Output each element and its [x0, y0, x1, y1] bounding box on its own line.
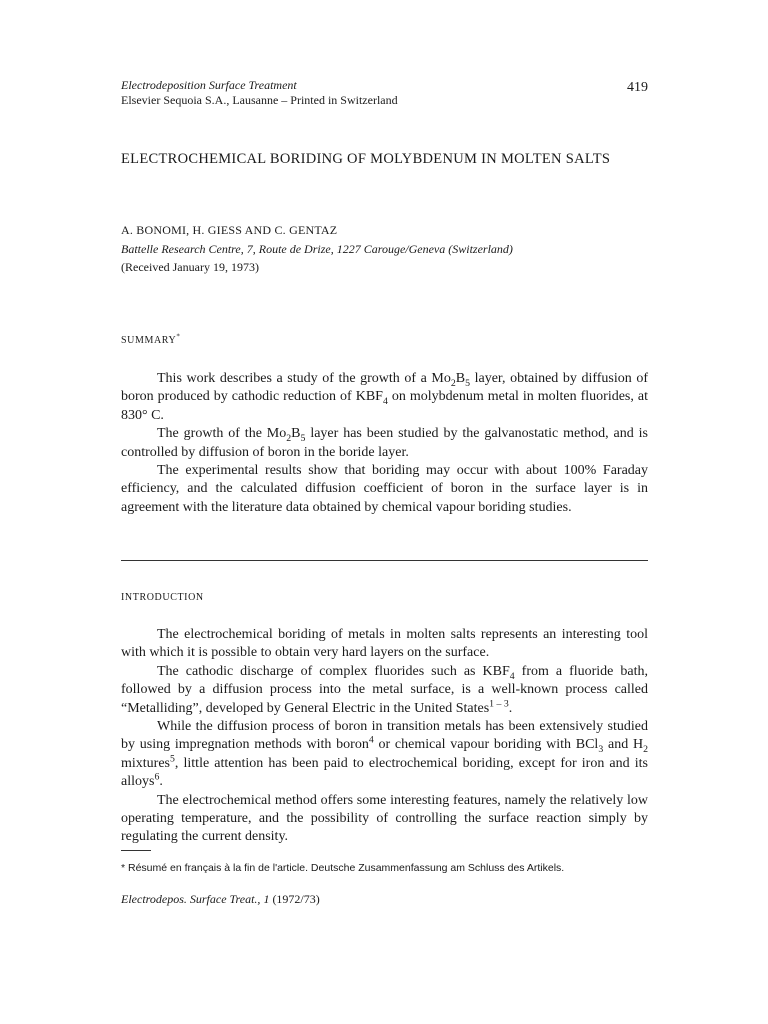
summary-heading: SUMMARY*: [121, 332, 181, 346]
footnote: * Résumé en français à la fin de l'article. Deutsche Zusammenfassung am Schluss des Artikels.: [121, 862, 565, 874]
journal-name: Electrodeposition Surface Treatment: [121, 78, 297, 92]
author-list: A. BONOMI, H. GIESS AND C. GENTAZ: [121, 223, 338, 237]
introduction-heading: INTRODUCTION: [121, 592, 204, 603]
publisher-line: Elsevier Sequoia S.A., Lausanne – Printed in Switzerland: [121, 93, 398, 107]
summary-body: [121, 370, 648, 517]
section-divider: [121, 560, 648, 561]
intro-paragraph-2: The cathodic discharge of complex fluorides such as $KBF_4$ from a fluoride bath, followed by a diffusion process into the metal surface, is a well-known process called “Metalliding”, developed by General Electric in the United States$^{1 - 3}$.: [121, 663, 648, 716]
introduction-body: [121, 626, 648, 847]
intro-paragraph-3: While the diffusion process of boron in transition metals has been extensively studied by using impregnation methods with boron$^4$ or chemical vapour boriding with BCl$_3$ and $H_2$ mixtures$^5$, little attention has been paid to electrochemical boriding, except for iron and its alloys$^6$.: [121, 719, 648, 790]
summary-paragraph-1: This work describes a study of the growth of a $Mo_2B_5$ layer, obtained by diffusion of boron produced by cathodic reduction of $KBF_4$ on molybdenum metal in molten fluorides, at 830° C.: [121, 371, 648, 423]
summary-paragraph-2: The growth of the $Mo_2B_5$ layer has been studied by the galvanostatic method, and is controlled by diffusion of boron in the boride layer.: [121, 426, 648, 460]
summary-paragraph-3: The experimental results show that boriding may occur with about 100% Faraday efficiency, and the calculated diffusion coefficient of boron in the surface layer is in agreement with the literature data obtained by chemical vapour boriding studies.: [121, 463, 648, 515]
journal-header: [121, 78, 648, 108]
received-date: (Received January 19, 1973): [121, 260, 259, 274]
journal-citation: Electrodepos. Surface Treat., 1 (1972/73): [121, 892, 320, 906]
author-affiliation: Battelle Research Centre, 7, Route de Drize, 1227 Carouge/Geneva (Switzerland): [121, 242, 513, 256]
intro-paragraph-4: The electrochemical method offers some interesting features, namely the relatively low operating temperature, and the possibility of controlling the surface reaction simply by regulating the current density.: [121, 792, 648, 845]
footnote-rule: [121, 850, 151, 851]
page-number: 419: [627, 80, 648, 95]
article-title: ELECTROCHEMICAL BORIDING OF MOLYBDENUM IN MOLTEN SALTS: [121, 151, 611, 167]
intro-paragraph-1: The electrochemical boriding of metals in molten salts represents an interesting tool with which it is possible to obtain very hard layers on the surface.: [121, 627, 648, 661]
footnote-marker: *: [176, 332, 181, 341]
